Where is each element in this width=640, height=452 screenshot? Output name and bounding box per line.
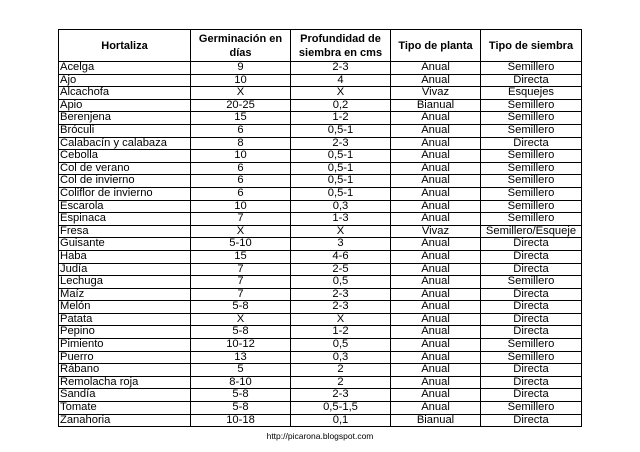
cell-hortaliza: Patata	[59, 313, 191, 326]
cell-tipo-siembra: Semillero	[481, 112, 582, 125]
cell-tipo-siembra: Directa	[481, 313, 582, 326]
cell-hortaliza: Melón	[59, 301, 191, 314]
table-row	[59, 339, 582, 352]
cell-tipo-planta: Anual	[391, 263, 481, 276]
cell-hortaliza: Escarola	[59, 200, 191, 213]
cell-tipo-planta: Anual	[391, 389, 481, 402]
cell-germinacion: 5-8	[191, 402, 291, 415]
cell-tipo-siembra: Directa	[481, 74, 582, 87]
table-row	[59, 326, 582, 339]
cell-hortaliza: Alcachofa	[59, 87, 191, 100]
cell-profundidad: X	[291, 87, 391, 100]
cell-profundidad: 2-3	[291, 62, 391, 75]
cell-tipo-planta: Anual	[391, 402, 481, 415]
cell-profundidad: 0,2	[291, 99, 391, 112]
cell-tipo-planta: Anual	[391, 150, 481, 163]
cell-profundidad: 1-2	[291, 326, 391, 339]
cell-profundidad: 1-2	[291, 112, 391, 125]
cell-profundidad: 0,5-1	[291, 124, 391, 137]
cell-hortaliza: Haba	[59, 250, 191, 263]
table-row	[59, 150, 582, 163]
column-header-germinacion: Germinación en días	[191, 30, 291, 62]
table-row	[59, 200, 582, 213]
cell-tipo-siembra: Directa	[481, 137, 582, 150]
table-row	[59, 137, 582, 150]
cell-tipo-planta: Anual	[391, 62, 481, 75]
cell-tipo-siembra: Semillero	[481, 276, 582, 289]
cell-germinacion: 8	[191, 137, 291, 150]
table-row	[59, 414, 582, 427]
cell-tipo-siembra: Semillero	[481, 339, 582, 352]
cell-profundidad: 2	[291, 364, 391, 377]
cell-hortaliza: Judía	[59, 263, 191, 276]
cell-tipo-planta: Anual	[391, 250, 481, 263]
cell-hortaliza: Coliflor de invierno	[59, 187, 191, 200]
cell-germinacion: 5-8	[191, 301, 291, 314]
cell-germinacion: 5-10	[191, 238, 291, 251]
cell-germinacion: 15	[191, 250, 291, 263]
cell-profundidad: 0,1	[291, 414, 391, 427]
cell-hortaliza: Fresa	[59, 225, 191, 238]
table-row	[59, 187, 582, 200]
column-header-profundidad: Profundidad de siembra en cms	[291, 30, 391, 62]
table-row	[59, 263, 582, 276]
cell-tipo-planta: Anual	[391, 376, 481, 389]
column-header-hortaliza: Hortaliza	[59, 30, 191, 62]
table-row	[59, 175, 582, 188]
cell-germinacion: 7	[191, 263, 291, 276]
cell-tipo-planta: Anual	[391, 301, 481, 314]
planting-table-container	[58, 29, 581, 427]
table-row	[59, 225, 582, 238]
cell-hortaliza: Pimiento	[59, 339, 191, 352]
cell-germinacion: 10	[191, 150, 291, 163]
cell-tipo-planta: Anual	[391, 187, 481, 200]
cell-profundidad: 0,5-1,5	[291, 402, 391, 415]
cell-profundidad: X	[291, 313, 391, 326]
cell-germinacion: 7	[191, 213, 291, 226]
table-body	[59, 62, 582, 427]
cell-tipo-planta: Anual	[391, 162, 481, 175]
cell-tipo-siembra: Semillero/Esqueje	[481, 225, 582, 238]
cell-hortaliza: Bróculi	[59, 124, 191, 137]
cell-tipo-planta: Anual	[391, 137, 481, 150]
cell-profundidad: 2-3	[291, 301, 391, 314]
cell-tipo-siembra: Semillero	[481, 62, 582, 75]
cell-profundidad: 2-3	[291, 137, 391, 150]
cell-hortaliza: Ajo	[59, 74, 191, 87]
cell-tipo-siembra: Semillero	[481, 175, 582, 188]
table-row	[59, 250, 582, 263]
cell-profundidad: 4	[291, 74, 391, 87]
table-row	[59, 313, 582, 326]
cell-tipo-siembra: Semillero	[481, 150, 582, 163]
cell-germinacion: 10	[191, 200, 291, 213]
cell-tipo-siembra: Semillero	[481, 124, 582, 137]
cell-hortaliza: Puerro	[59, 351, 191, 364]
cell-germinacion: 10-12	[191, 339, 291, 352]
cell-hortaliza: Guisante	[59, 238, 191, 251]
cell-hortaliza: Apio	[59, 99, 191, 112]
cell-tipo-planta: Anual	[391, 200, 481, 213]
cell-germinacion: 6	[191, 162, 291, 175]
cell-profundidad: 0,5	[291, 339, 391, 352]
table-row	[59, 162, 582, 175]
cell-tipo-planta: Anual	[391, 288, 481, 301]
cell-tipo-siembra: Directa	[481, 389, 582, 402]
cell-tipo-planta: Anual	[391, 124, 481, 137]
table-row	[59, 351, 582, 364]
cell-hortaliza: Zanahoria	[59, 414, 191, 427]
cell-hortaliza: Sandía	[59, 389, 191, 402]
cell-tipo-planta: Anual	[391, 364, 481, 377]
cell-profundidad: 0,5-1	[291, 175, 391, 188]
cell-hortaliza: Calabacín y calabaza	[59, 137, 191, 150]
cell-profundidad: 0,5-1	[291, 162, 391, 175]
cell-tipo-siembra: Semillero	[481, 200, 582, 213]
cell-tipo-siembra: Directa	[481, 414, 582, 427]
cell-tipo-siembra: Directa	[481, 376, 582, 389]
cell-tipo-planta: Anual	[391, 213, 481, 226]
cell-germinacion: 5	[191, 364, 291, 377]
cell-hortaliza: Pepino	[59, 326, 191, 339]
cell-tipo-planta: Bianual	[391, 414, 481, 427]
footer-url: http://picarona.blogspot.com	[266, 431, 374, 441]
cell-tipo-planta: Bianual	[391, 99, 481, 112]
cell-profundidad: 2-3	[291, 389, 391, 402]
column-header-tipo-planta: Tipo de planta	[391, 30, 481, 62]
cell-tipo-siembra: Directa	[481, 364, 582, 377]
table-row	[59, 301, 582, 314]
cell-tipo-planta: Anual	[391, 339, 481, 352]
cell-tipo-planta: Anual	[391, 351, 481, 364]
cell-germinacion: 9	[191, 62, 291, 75]
cell-tipo-planta: Vivaz	[391, 225, 481, 238]
cell-hortaliza: Rábano	[59, 364, 191, 377]
table-row	[59, 376, 582, 389]
table-row	[59, 213, 582, 226]
table-row	[59, 112, 582, 125]
cell-hortaliza: Col de invierno	[59, 175, 191, 188]
cell-germinacion: 13	[191, 351, 291, 364]
cell-germinacion: 20-25	[191, 99, 291, 112]
cell-hortaliza: Col de verano	[59, 162, 191, 175]
cell-tipo-siembra: Semillero	[481, 99, 582, 112]
cell-germinacion: 7	[191, 276, 291, 289]
cell-tipo-siembra: Directa	[481, 301, 582, 314]
cell-tipo-planta: Vivaz	[391, 87, 481, 100]
cell-germinacion: 15	[191, 112, 291, 125]
cell-tipo-planta: Anual	[391, 313, 481, 326]
cell-profundidad: 0,3	[291, 351, 391, 364]
table-row	[59, 74, 582, 87]
table-row	[59, 276, 582, 289]
cell-tipo-siembra: Semillero	[481, 213, 582, 226]
table-row	[59, 238, 582, 251]
cell-profundidad: 1-3	[291, 213, 391, 226]
cell-tipo-siembra: Semillero	[481, 187, 582, 200]
cell-hortaliza: Berenjena	[59, 112, 191, 125]
column-header-tipo-siembra: Tipo de siembra	[481, 30, 582, 62]
cell-germinacion: 10-18	[191, 414, 291, 427]
cell-germinacion: 10	[191, 74, 291, 87]
cell-germinacion: 6	[191, 124, 291, 137]
cell-profundidad: 2	[291, 376, 391, 389]
cell-germinacion: X	[191, 225, 291, 238]
cell-germinacion: 6	[191, 175, 291, 188]
cell-germinacion: 7	[191, 288, 291, 301]
cell-tipo-siembra: Semillero	[481, 162, 582, 175]
cell-profundidad: 2-3	[291, 288, 391, 301]
table-row	[59, 364, 582, 377]
cell-germinacion: X	[191, 313, 291, 326]
cell-germinacion: 6	[191, 187, 291, 200]
cell-germinacion: X	[191, 87, 291, 100]
cell-germinacion: 5-8	[191, 389, 291, 402]
cell-tipo-siembra: Directa	[481, 326, 582, 339]
table-row	[59, 99, 582, 112]
cell-germinacion: 8-10	[191, 376, 291, 389]
table-row	[59, 288, 582, 301]
cell-hortaliza: Remolacha roja	[59, 376, 191, 389]
cell-tipo-planta: Anual	[391, 238, 481, 251]
cell-tipo-siembra: Directa	[481, 250, 582, 263]
cell-hortaliza: Lechuga	[59, 276, 191, 289]
cell-tipo-siembra: Esquejes	[481, 87, 582, 100]
table-row	[59, 62, 582, 75]
cell-tipo-planta: Anual	[391, 74, 481, 87]
cell-profundidad: X	[291, 225, 391, 238]
cell-tipo-planta: Anual	[391, 326, 481, 339]
cell-profundidad: 4-6	[291, 250, 391, 263]
cell-hortaliza: Tomate	[59, 402, 191, 415]
cell-tipo-siembra: Directa	[481, 238, 582, 251]
planting-table	[58, 29, 582, 427]
cell-hortaliza: Maíz	[59, 288, 191, 301]
table-row	[59, 402, 582, 415]
cell-profundidad: 0,3	[291, 200, 391, 213]
cell-profundidad: 0,5	[291, 276, 391, 289]
cell-hortaliza: Acelga	[59, 62, 191, 75]
cell-tipo-planta: Anual	[391, 112, 481, 125]
cell-hortaliza: Espinaca	[59, 213, 191, 226]
cell-tipo-siembra: Semillero	[481, 402, 582, 415]
cell-profundidad: 0,5-1	[291, 150, 391, 163]
table-header-row	[59, 30, 582, 62]
cell-tipo-planta: Anual	[391, 276, 481, 289]
table-row	[59, 124, 582, 137]
cell-tipo-siembra: Directa	[481, 263, 582, 276]
cell-tipo-siembra: Directa	[481, 288, 582, 301]
cell-hortaliza: Cebolla	[59, 150, 191, 163]
cell-germinacion: 5-8	[191, 326, 291, 339]
cell-tipo-siembra: Semillero	[481, 351, 582, 364]
cell-profundidad: 3	[291, 238, 391, 251]
cell-tipo-planta: Anual	[391, 175, 481, 188]
cell-profundidad: 2-5	[291, 263, 391, 276]
table-row	[59, 87, 582, 100]
table-row	[59, 389, 582, 402]
cell-profundidad: 0,5-1	[291, 187, 391, 200]
